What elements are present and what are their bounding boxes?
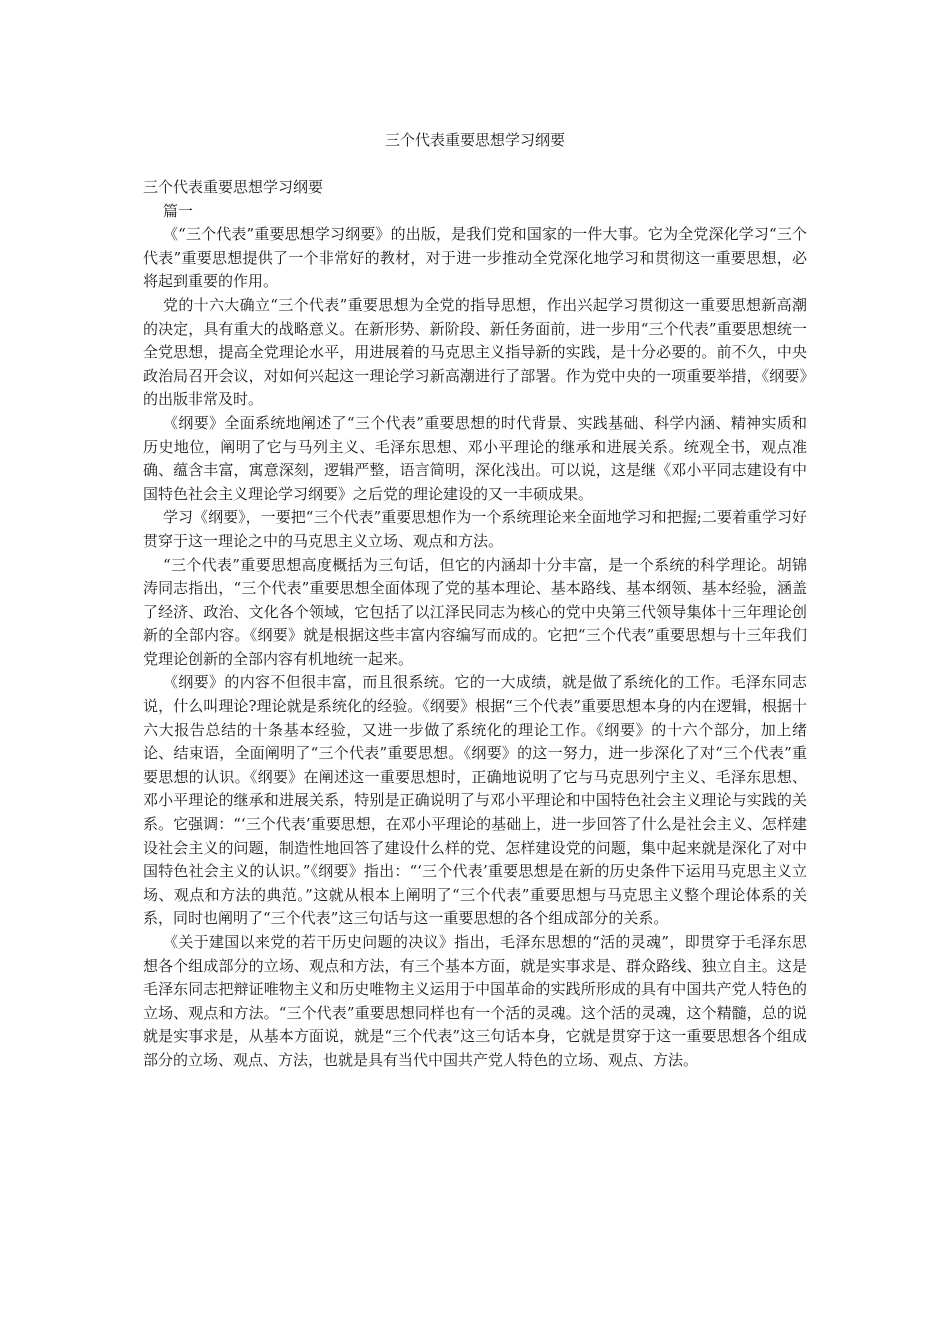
- paragraph: 《纲要》全面系统地阐述了“三个代表”重要思想的时代背景、实践基础、科学内涵、精神实质和历史地位，阐明了它与马列主义、毛泽东思想、邓小平理论的继承和进展关系。统观全书，观点准确、蕴含丰富，寓意深刻，逻辑严整，语言简明，深化浅出。可以说，这是继《邓小平同志建设有中国特色社会主义理论学习纲要》之后党的理论建设的又一丰硕成果。: [143, 413, 807, 503]
- paragraph: “三个代表”重要思想高度概括为三句话，但它的内涵却十分丰富，是一个系统的科学理论。胡锦涛同志指出，“三个代表”重要思想全面体现了党的基本理论、基本路线、基本纲领、基本经验，涵盖了经济、政治、文化各个领域，它包括了以江泽民同志为核心的党中央第三代领导集体十三年理论创新的全部内容。《纲要》就是根据这些丰富内容编写而成的。它把“三个代表”重要思想与十三年我们党理论创新的全部内容有机地统一起来。: [143, 555, 807, 668]
- section-label: 篇一: [163, 201, 194, 220]
- document-body: [143, 176, 807, 1073]
- paragraph: 《“三个代表”重要思想学习纲要》的出版，是我们党和国家的一件大事。它为全党深化学习“三个代表”重要思想提供了一个非常好的教材，对于进一步推动全党深化地学习和贯彻这一重要思想，必将起到重要的作用。: [143, 225, 807, 291]
- paragraph: 《关于建国以来党的若干历史问题的决议》指出，毛泽东思想的“活的灵魂”，即贯穿于毛泽东思想各个组成部分的立场、观点和方法，有三个基本方面，就是实事求是、群众路线、独立自主。这是毛泽东同志把辩证唯物主义和历史唯物主义运用于中国革命的实践所形成的具有中国共产党人特色的立场、观点和方法。“三个代表”重要思想同样也有一个活的灵魂。这个活的灵魂，这个精髓，总的说就是实事求是，从基本方面说，就是“三个代表”这三句话本身，它就是贯穿于这一重要思想各个组成部分的立场、观点、方法，也就是具有当代中国共产党人特色的立场、观点、方法。: [143, 933, 807, 1069]
- paragraph: 党的十六大确立“三个代表”重要思想为全党的指导思想，作出兴起学习贯彻这一重要思想新高潮的决定，具有重大的战略意义。在新形势、新阶段、新任务面前，进一步用“三个代表”重要思想统一全党思想，提高全党理论水平，用进展着的马克思主义指导新的实践，是十分必要的。前不久，中央政治局召开会议，对如何兴起这一理论学习新高潮进行了部署。作为党中央的一项重要举措，《纲要》的出版非常及时。: [143, 295, 807, 409]
- paragraph: 《纲要》的内容不但很丰富，而且很系统。它的一大成绩，就是做了系统化的工作。毛泽东同志说，什么叫理论?理论就是系统化的经验。《纲要》根据“三个代表”重要思想本身的内在逻辑，根据十六大报告总结的十条基本经验，又进一步做了系统化的理论工作。《纲要》的十六个部分，加上绪论、结束语，全面阐明了“三个代表”重要思想。《纲要》的这一努力，进一步深化了对“三个代表”重要思想的认识。《纲要》在阐述这一重要思想时，正确地说明了它与马克思列宁主义、毛泽东思想、邓小平理论的继承和进展关系，特别是正确说明了与邓小平理论和中国特色社会主义理论与实践的关系。它强调：“‘三个代表’重要思想，在邓小平理论的基础上，进一步回答了什么是社会主义、怎样建设社会主义的问题，制造性地回答了建设什么样的党、怎样建设党的问题，集中起来就是深化了对中国特色社会主义的认识。”《纲要》指出：“‘三个代表’重要思想是在新的历史条件下运用马克思主义立场、观点和方法的典范。”这就从根本上阐明了“三个代表”重要思想与马克思主义整个理论体系的关系，同时也阐明了“三个代表”这三句话与这一重要思想的各个组成部分的关系。: [143, 673, 807, 928]
- document-title: 三个代表重要思想学习纲要: [384, 131, 565, 149]
- paragraph: 学习《纲要》，一要把“三个代表”重要思想作为一个系统理论来全面地学习和把握;二要着重学习好贯穿于这一理论之中的马克思主义立场、观点和方法。: [143, 508, 807, 550]
- section-heading: 三个代表重要思想学习纲要: [143, 178, 324, 196]
